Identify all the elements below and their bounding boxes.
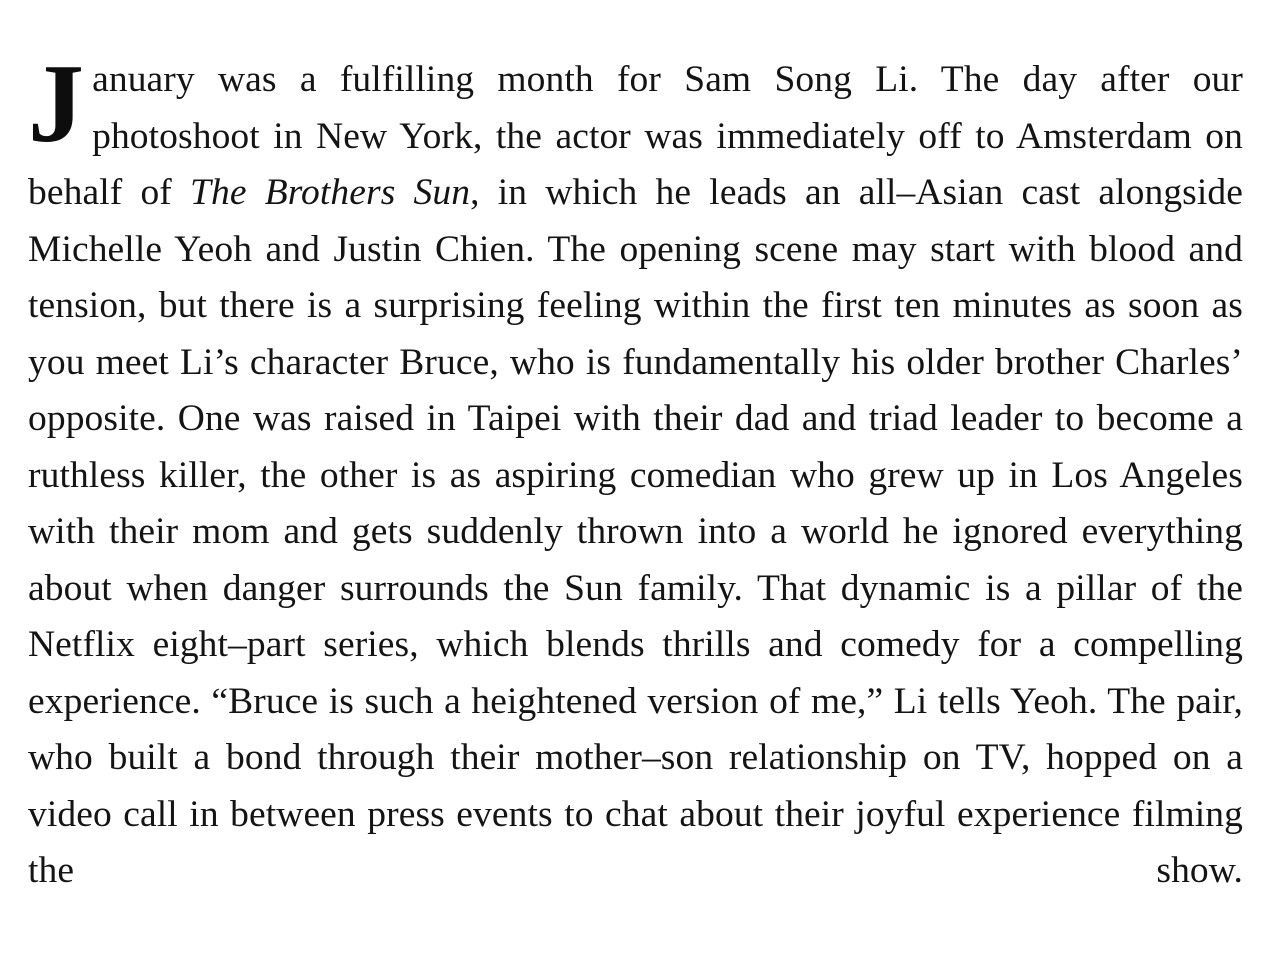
paragraph-body-text: , in which he leads an all–Asian cast alongside Michelle Yeoh and Justin Chien. The opening scene may start with blood and tension, but there is a surprising feeling within the first ten minutes as soon as you meet Li’s character Bruce, who is fundamentally his older brother Charles’ opposite. One was raised in Taipei with their dad and triad leader to become a ruthless killer, the other is as aspiring comedian who grew up in Los Angeles with their mom and gets suddenly thrown into a world he ignored everything about when danger surrounds the Sun family. That dynamic is a pillar of the Netflix eight–part series, which blends thrills and comedy for a compelling experience. “Bruce is such a heightened version of me,” Li tells Yeoh. The pair, who built a bond through their mother–son relationship on TV, hopped on a video call in between press events to chat about their joyful experience filming the show. — [28, 172, 1243, 891]
drop-cap: J — [28, 42, 85, 166]
show-title-italic: The Brothers Sun — [190, 172, 471, 213]
paragraph-lead-text: anuary was a fulfilling month for Sam Song Li. The day after our photoshoot in New York, the actor was immediately off to Amsterdam on behalf of — [28, 59, 1243, 213]
article-paragraph — [28, 42, 1243, 956]
article-body — [28, 42, 1243, 956]
